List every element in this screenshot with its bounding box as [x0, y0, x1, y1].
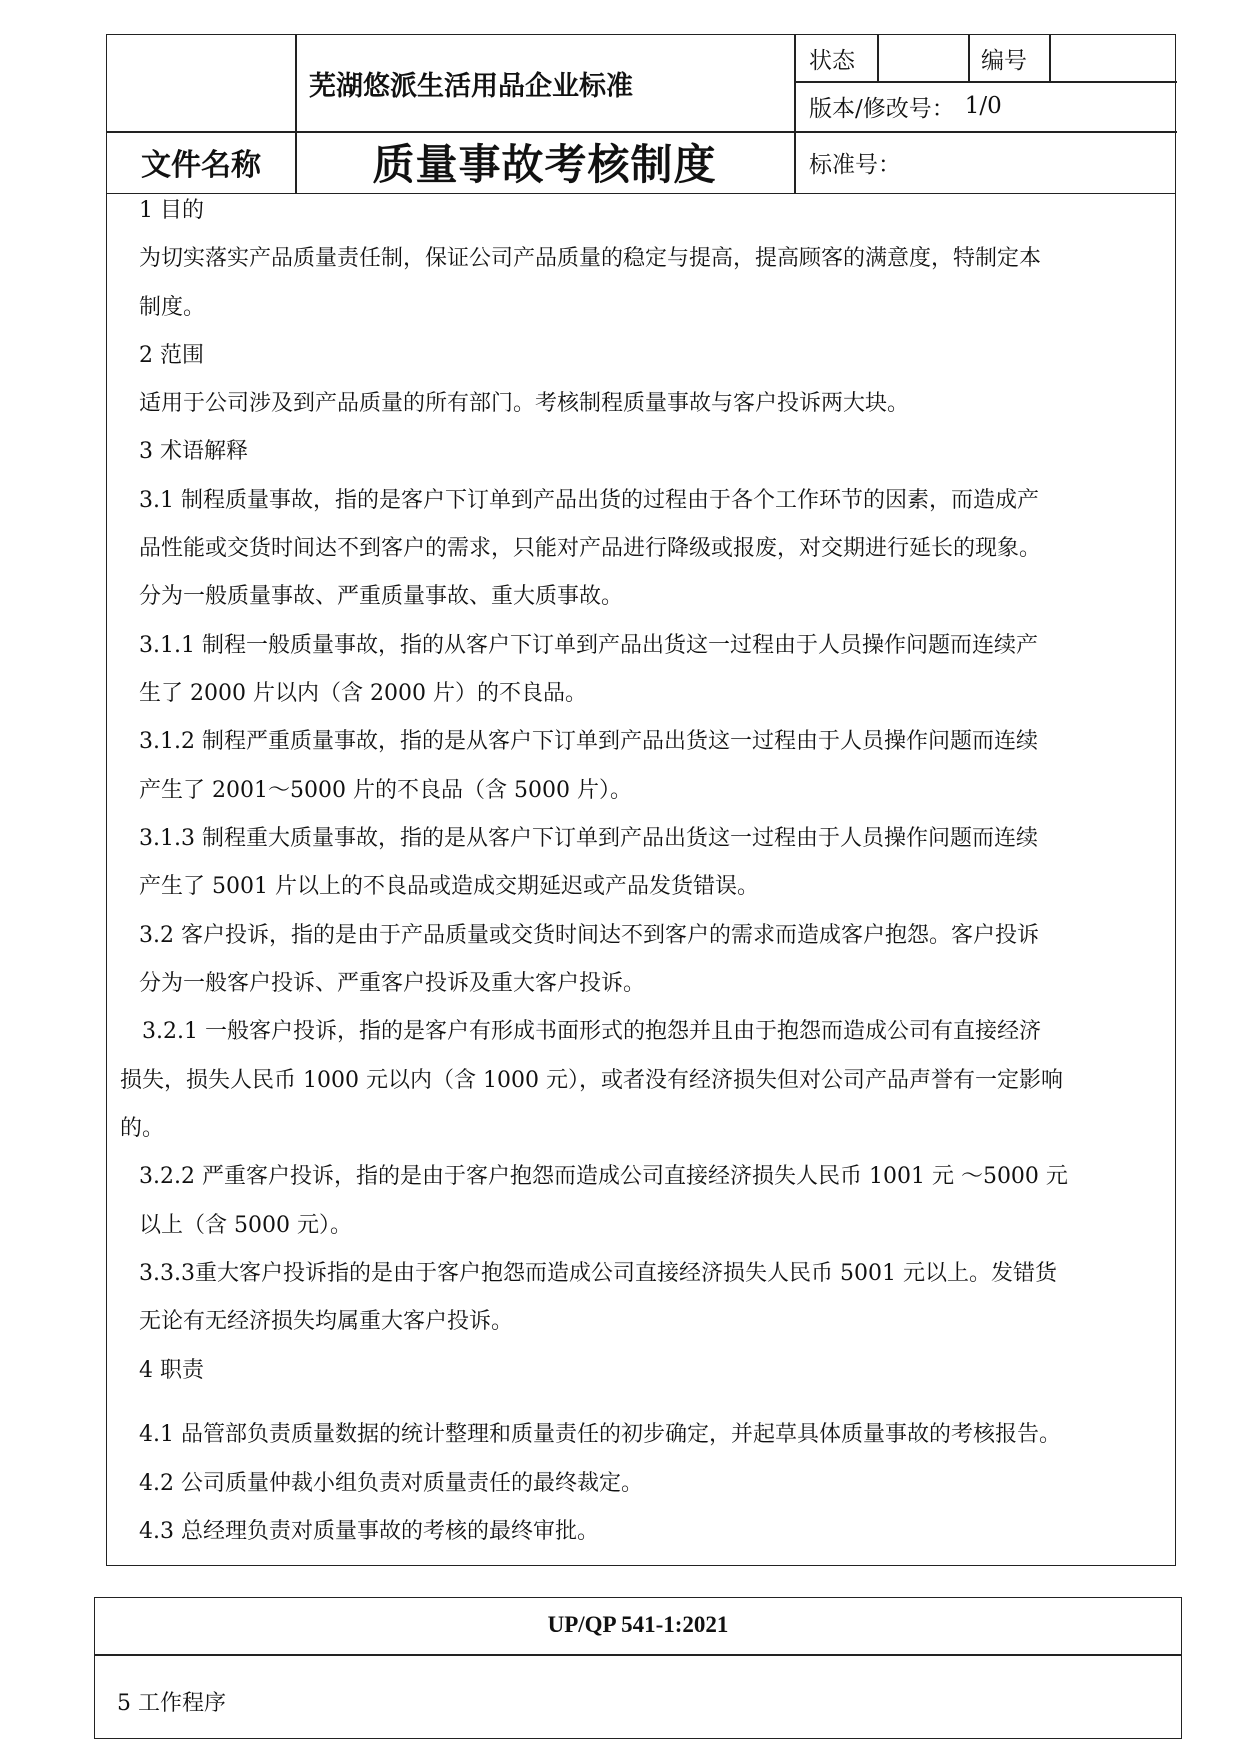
body-line: 4 职责	[139, 1358, 204, 1383]
body-line: 适用于公司涉及到产品质量的所有部门。考核制程质量事故与客户投诉两大块。	[139, 391, 910, 416]
body-line: 4.1 品管部负责质量数据的统计整理和质量责任的初步确定，并起草具体质量事故的考核报告。	[139, 1422, 1061, 1447]
status-label: 状态	[809, 47, 855, 74]
body-line: 无论有无经济损失均属重大客户投诉。	[139, 1309, 514, 1334]
body-line: 分为一般质量事故、严重质量事故、重大质事故。	[139, 584, 624, 609]
body-line: 3.1.1 制程一般质量事故，指的从客户下订单到产品出货这一过程由于人员操作问题而连续产	[139, 633, 1038, 658]
body-line: 3 术语解释	[139, 439, 248, 464]
body-line: 4.3 总经理负责对质量事故的考核的最终审批。	[139, 1519, 599, 1544]
body-line: 3.2 客户投诉，指的是由于产品质量或交货时间达不到客户的需求而造成客户抱怨。客户投诉	[139, 923, 1039, 948]
file-name-label: 文件名称	[141, 148, 261, 183]
body-line: 以上（含 5000 元）。	[139, 1213, 352, 1238]
body-line: 分为一般客户投诉、严重客户投诉及重大客户投诉。	[139, 971, 646, 996]
body-line: 产生了 2001～5000 片的不良品（含 5000 片）。	[139, 778, 632, 803]
body-line: 1 目的	[139, 198, 204, 223]
document-title: 质量事故考核制度	[372, 140, 717, 189]
body-line: 3.1 制程质量事故，指的是客户下订单到产品出货的过程由于各个工作环节的因素，而造成产	[139, 488, 1039, 513]
body-line: 损失，损失人民币 1000 元以内（含 1000 元），或者没有经济损失但对公司产品声誉有一定影响	[120, 1068, 1063, 1093]
body-line: 制度。	[139, 295, 206, 320]
body-line: 2 范围	[139, 343, 204, 368]
header-table	[106, 34, 1176, 194]
body-line: 品性能或交货时间达不到客户的需求，只能对产品进行降级或报废，对交期进行延长的现象。	[139, 536, 1042, 561]
number-value	[1059, 35, 1169, 81]
body-line: 3.2.2 严重客户投诉，指的是由于客户抱怨而造成公司直接经济损失人民币 1001 元 ～5000 元	[139, 1164, 1068, 1189]
next-page-header	[94, 1597, 1182, 1739]
body-line: 3.1.3 制程重大质量事故，指的是从客户下订单到产品出货这一过程由于人员操作问题而连续	[139, 826, 1038, 851]
body-line: 生了 2000 片以内（含 2000 片）的不良品。	[139, 681, 587, 706]
body-line: 的。	[120, 1116, 165, 1141]
status-value	[887, 35, 965, 81]
body-line: 4.2 公司质量仲裁小组负责对质量责任的最终裁定。	[139, 1471, 643, 1496]
version-label: 版本/修改号：	[809, 95, 955, 122]
body-line: 3.1.2 制程严重质量事故，指的是从客户下订单到产品出货这一过程由于人员操作问题而连续	[139, 729, 1038, 754]
body-line: 3.3.3重大客户投诉指的是由于客户抱怨而造成公司直接经济损失人民币 5001 元以上。发错货	[139, 1261, 1057, 1286]
version-field	[809, 81, 1169, 131]
standard-number-label: 标准号：	[809, 151, 901, 178]
section-heading: 5 工作程序	[117, 1691, 226, 1716]
number-label: 编号	[981, 47, 1027, 74]
standard-code: UP/QP 541-1:2021	[547, 1612, 729, 1637]
body-line: 产生了 5001 片以上的不良品或造成交期延迟或产品发货错误。	[139, 874, 759, 899]
body-line: 为切实落实产品质量责任制，保证公司产品质量的稳定与提高，提高顾客的满意度，特制定本	[139, 246, 1042, 271]
company-standard-title: 芜湖悠派生活用品企业标准	[309, 70, 633, 102]
body-line: 3.2.1 一般客户投诉，指的是客户有形成书面形式的抱怨并且由于抱怨而造成公司有直接经济	[142, 1019, 1041, 1044]
version-value: 1/0	[964, 93, 1002, 119]
